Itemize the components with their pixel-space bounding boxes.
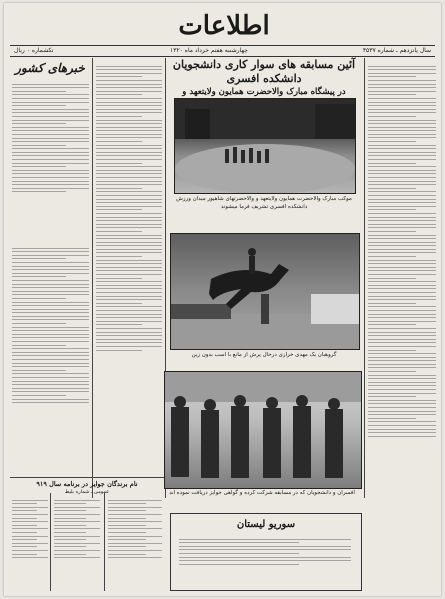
section-title-country-news: خبرهای کشور [15, 61, 85, 75]
prize-list-subtitle: عمومی ـ شماره بلیط [64, 489, 110, 495]
photo-scene [175, 99, 355, 193]
text-block [96, 63, 162, 473]
text-block [12, 245, 89, 473]
photo3-caption: افسران و دانشجویان که در مسابقه شرکت کرده و گواهی جوایز دریافت نموده اند [169, 490, 355, 496]
headline-line-2: در پیشگاه مبارک والاحضرت همایون ولایتعهد و [182, 87, 346, 97]
photo-cavalry-procession [174, 98, 356, 194]
text-block [368, 63, 436, 588]
advertisement-box [170, 513, 362, 591]
advertisement-title: سوریو لیستان [236, 519, 296, 530]
column-rule [364, 58, 365, 498]
section-divider [10, 477, 165, 478]
newspaper-page [4, 3, 441, 596]
photo2-caption: گروهبان یک مهدی خرازی درحال پرش از مانع با اسب بدون زین [191, 352, 337, 358]
photo-scene [171, 234, 359, 349]
text-block [12, 81, 89, 241]
issue-price: تکشماره ۰ ریال [14, 47, 54, 54]
column-rule [92, 58, 93, 498]
ad-text [179, 536, 351, 586]
prize-list-column [54, 497, 100, 589]
prize-list-column [108, 497, 162, 589]
column-rule [50, 493, 51, 591]
masthead-title: اطلاعات [178, 11, 270, 41]
issue-date: چهارشنبه هفتم خرداد ماه ۱۳۲۰ [170, 47, 248, 54]
headline-line-1: آئین مسابقه های سوار کاری دانشجویان دانشکده افسری [172, 58, 356, 85]
photo-horse-jump [170, 233, 360, 350]
dateline-bar [10, 45, 435, 57]
issue-number: سال پانزدهم ـ شماره ۴۵۳۷ [362, 47, 431, 54]
prize-list-column [12, 497, 48, 589]
photo1-caption: موکب مبارک والاحضرت همایون ولایتعهد و والاحضرتهای شاهپور میدان ورزش دانشکده افسری تشریف فرما میشوند [176, 196, 352, 210]
prize-list-title: نام برندگان جوایز در برنامه سال ۹۱۹ [36, 480, 138, 488]
photo-scene [165, 372, 361, 488]
column-rule [104, 493, 105, 591]
photo-officers-group [164, 371, 362, 489]
